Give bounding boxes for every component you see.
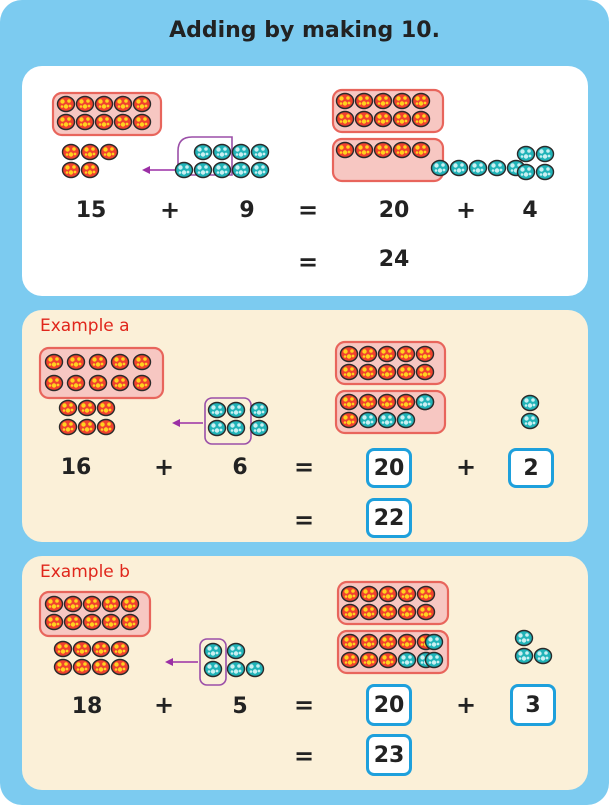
red-egg xyxy=(98,401,115,416)
tens-answer-box: 20 xyxy=(366,448,412,488)
red-egg xyxy=(418,587,435,602)
red-egg xyxy=(394,94,411,109)
teal-egg xyxy=(516,631,533,646)
teal-egg xyxy=(228,403,245,418)
red-egg xyxy=(337,94,354,109)
red-egg xyxy=(399,605,416,620)
red-egg xyxy=(68,376,85,391)
red-egg xyxy=(46,615,63,630)
plus-sign: + xyxy=(153,453,175,481)
teal-egg xyxy=(489,161,506,176)
teal-egg xyxy=(417,395,434,410)
red-egg xyxy=(46,355,63,370)
red-egg xyxy=(413,112,430,127)
equals-sign: = xyxy=(297,196,319,224)
red-egg xyxy=(101,145,118,160)
teal-egg xyxy=(252,163,269,178)
equals-sign: = xyxy=(293,453,315,481)
red-egg xyxy=(413,143,430,158)
red-egg xyxy=(379,395,396,410)
red-egg xyxy=(394,143,411,158)
red-egg xyxy=(115,97,132,112)
red-egg xyxy=(65,597,82,612)
red-egg xyxy=(375,94,392,109)
red-egg xyxy=(398,395,415,410)
teal-egg xyxy=(518,147,535,162)
red-egg xyxy=(74,642,91,657)
result-answer-box: 22 xyxy=(366,498,412,538)
red-egg xyxy=(63,145,80,160)
red-egg xyxy=(413,94,430,109)
red-egg xyxy=(112,376,129,391)
teal-egg xyxy=(233,145,250,160)
teal-egg xyxy=(379,413,396,428)
teal-egg xyxy=(522,414,539,429)
teal-egg xyxy=(432,161,449,176)
red-egg xyxy=(60,420,77,435)
teal-egg xyxy=(470,161,487,176)
leftover-answer-box: 2 xyxy=(508,448,554,488)
red-egg xyxy=(112,355,129,370)
red-egg xyxy=(342,605,359,620)
red-egg xyxy=(79,401,96,416)
equals-sign: = xyxy=(293,691,315,719)
red-egg xyxy=(115,115,132,130)
red-egg xyxy=(341,347,358,362)
equals-sign-2: = xyxy=(297,248,319,276)
red-egg xyxy=(58,115,75,130)
red-egg xyxy=(398,347,415,362)
move-arrow-icon xyxy=(142,166,175,174)
teal-egg xyxy=(228,421,245,436)
red-egg xyxy=(356,94,373,109)
teal-egg xyxy=(516,649,533,664)
page-title: Adding by making 10. xyxy=(169,18,440,43)
teal-egg xyxy=(451,161,468,176)
result-value: 24 xyxy=(378,247,410,272)
red-egg xyxy=(68,355,85,370)
tens-value: 20 xyxy=(378,198,410,223)
teal-egg xyxy=(195,163,212,178)
red-egg xyxy=(361,587,378,602)
red-egg xyxy=(122,597,139,612)
red-egg xyxy=(93,660,110,675)
red-egg xyxy=(84,597,101,612)
teal-egg xyxy=(228,644,245,659)
plus-sign: + xyxy=(159,196,181,224)
red-egg xyxy=(341,413,358,428)
red-egg xyxy=(77,115,94,130)
teal-egg xyxy=(537,147,554,162)
red-egg xyxy=(122,615,139,630)
teal-egg xyxy=(399,653,416,668)
red-egg xyxy=(63,163,80,178)
red-egg xyxy=(399,635,416,650)
red-egg xyxy=(360,347,377,362)
teal-egg xyxy=(176,163,193,178)
red-egg xyxy=(356,112,373,127)
first-addend: 15 xyxy=(75,198,107,223)
teal-egg xyxy=(228,662,245,677)
leftover-value: 4 xyxy=(522,198,538,223)
red-egg xyxy=(342,587,359,602)
red-egg xyxy=(360,365,377,380)
red-egg xyxy=(375,112,392,127)
red-egg xyxy=(55,642,72,657)
second-addend: 5 xyxy=(232,694,248,719)
red-egg xyxy=(361,635,378,650)
example-b-panel xyxy=(22,556,588,790)
red-egg xyxy=(342,653,359,668)
tens-answer-box: 20 xyxy=(366,684,412,726)
red-egg xyxy=(361,653,378,668)
red-egg xyxy=(58,97,75,112)
red-egg xyxy=(134,376,151,391)
red-egg xyxy=(82,145,99,160)
red-egg xyxy=(418,605,435,620)
teal-egg xyxy=(398,413,415,428)
equals-sign-2: = xyxy=(293,506,315,534)
example-a-panel xyxy=(22,310,588,542)
teal-egg xyxy=(247,662,264,677)
red-egg xyxy=(379,365,396,380)
red-egg xyxy=(380,635,397,650)
red-egg xyxy=(356,143,373,158)
red-egg xyxy=(380,653,397,668)
plus-sign-2: + xyxy=(455,691,477,719)
equals-sign-2: = xyxy=(293,742,315,770)
teal-egg xyxy=(522,396,539,411)
red-egg xyxy=(375,143,392,158)
red-egg xyxy=(361,605,378,620)
red-egg xyxy=(98,420,115,435)
first-addend: 18 xyxy=(71,694,103,719)
teal-egg xyxy=(426,653,443,668)
red-egg xyxy=(394,112,411,127)
teal-egg xyxy=(209,403,226,418)
example-label: Example b xyxy=(40,562,130,582)
red-egg xyxy=(55,660,72,675)
red-egg xyxy=(398,365,415,380)
red-egg xyxy=(134,115,151,130)
first-addend: 16 xyxy=(60,455,92,480)
red-egg xyxy=(379,347,396,362)
red-egg xyxy=(90,376,107,391)
teal-egg xyxy=(252,145,269,160)
teal-egg xyxy=(214,145,231,160)
red-egg xyxy=(337,112,354,127)
example-label: Example a xyxy=(40,316,130,336)
teal-egg xyxy=(205,644,222,659)
red-egg xyxy=(96,115,113,130)
red-egg xyxy=(360,395,377,410)
red-egg xyxy=(342,635,359,650)
teal-egg xyxy=(233,163,250,178)
red-egg xyxy=(134,97,151,112)
teal-egg xyxy=(426,635,443,650)
plus-sign: + xyxy=(153,691,175,719)
second-addend: 6 xyxy=(232,455,248,480)
red-egg xyxy=(79,420,96,435)
red-egg xyxy=(103,615,120,630)
red-egg xyxy=(380,587,397,602)
red-egg xyxy=(112,660,129,675)
red-egg xyxy=(134,355,151,370)
red-egg xyxy=(65,615,82,630)
move-arrow-icon xyxy=(165,658,198,666)
leftover-answer-box: 3 xyxy=(510,684,556,726)
teal-egg xyxy=(535,649,552,664)
move-arrow-icon xyxy=(172,419,203,427)
red-egg xyxy=(84,615,101,630)
second-addend: 9 xyxy=(239,198,255,223)
teal-egg xyxy=(251,403,268,418)
red-egg xyxy=(60,401,77,416)
red-egg xyxy=(399,587,416,602)
result-answer-box: 23 xyxy=(366,734,412,776)
teal-egg xyxy=(209,421,226,436)
plus-sign-2: + xyxy=(455,453,477,481)
red-egg xyxy=(341,395,358,410)
teal-egg xyxy=(518,165,535,180)
red-egg xyxy=(96,97,113,112)
red-egg xyxy=(74,660,91,675)
teal-egg xyxy=(214,163,231,178)
red-egg xyxy=(90,355,107,370)
teal-egg xyxy=(195,145,212,160)
red-egg xyxy=(46,597,63,612)
red-egg xyxy=(46,376,63,391)
teal-egg xyxy=(537,165,554,180)
red-egg xyxy=(417,365,434,380)
red-egg xyxy=(93,642,110,657)
red-egg xyxy=(77,97,94,112)
plus-sign-2: + xyxy=(455,196,477,224)
teal-egg xyxy=(251,421,268,436)
red-egg xyxy=(341,365,358,380)
red-egg xyxy=(380,605,397,620)
teal-egg xyxy=(205,662,222,677)
red-egg xyxy=(103,597,120,612)
red-egg xyxy=(417,347,434,362)
red-egg xyxy=(337,143,354,158)
red-egg xyxy=(82,163,99,178)
teal-egg xyxy=(360,413,377,428)
main-example-panel xyxy=(22,66,588,296)
red-egg xyxy=(112,642,129,657)
